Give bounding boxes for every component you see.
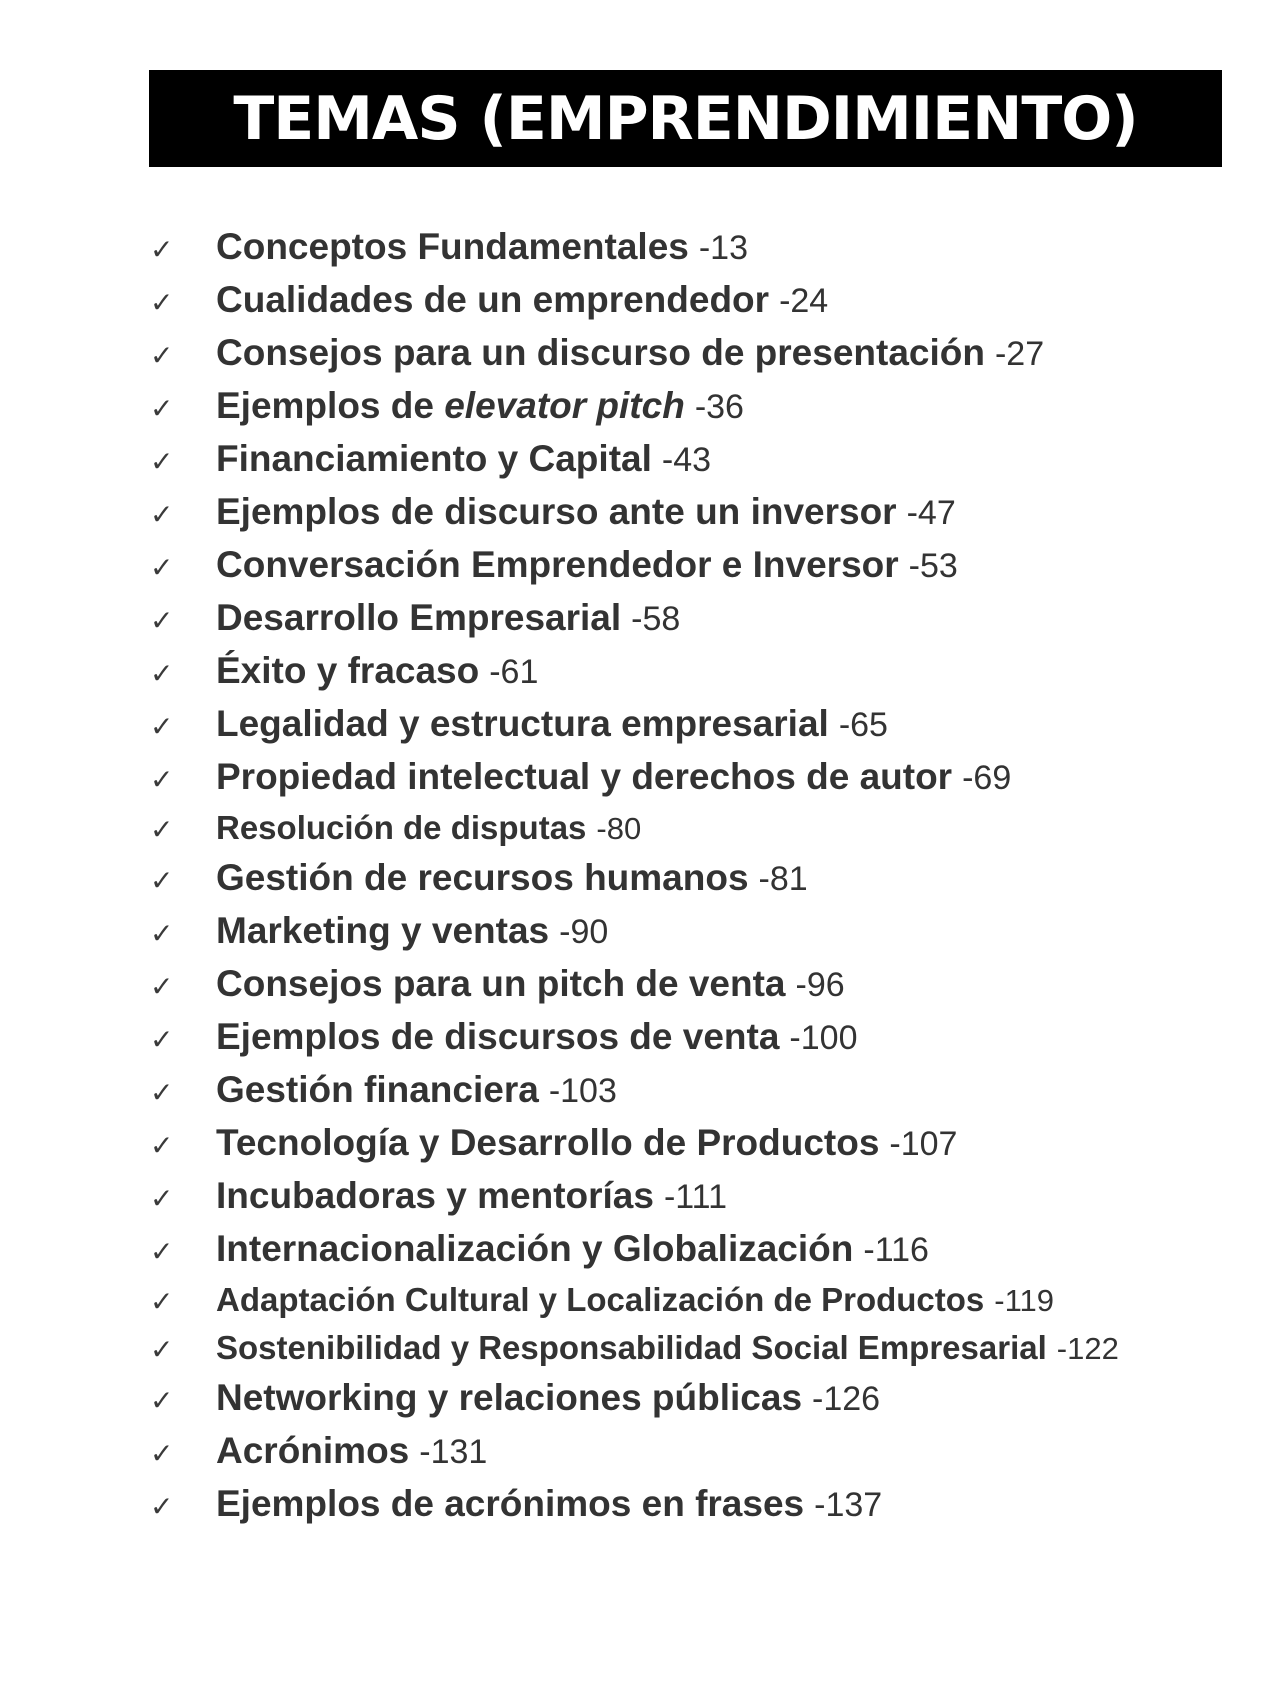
topic-page: -111 (663, 1178, 727, 1216)
topic-page: -47 (906, 494, 956, 532)
topic-item (150, 1069, 1119, 1122)
topic-name: Gestión financiera (216, 1069, 539, 1110)
topic-name: Desarrollo Empresarial (216, 597, 622, 638)
topic-name (216, 385, 685, 427)
check-icon: ✓ (150, 1490, 174, 1523)
topic-item (150, 1377, 1119, 1430)
check-icon: ✓ (150, 1076, 174, 1109)
topic-name: Cualidades de un emprendedor (216, 279, 770, 320)
page-title: TEMAS (EMPRENDIMIENTO) (233, 83, 1138, 154)
check-icon: ✓ (150, 233, 174, 266)
topic-item (150, 1281, 1119, 1329)
topic-list (150, 226, 1119, 1536)
topic-item (150, 1430, 1119, 1483)
check-icon: ✓ (150, 1023, 174, 1056)
topic-page: -65 (838, 706, 888, 744)
check-icon: ✓ (150, 813, 174, 846)
check-icon: ✓ (150, 970, 174, 1003)
check-icon: ✓ (150, 763, 174, 796)
topic-name: Conversación Emprendedor e Inversor (216, 544, 899, 585)
topic-page: -24 (779, 282, 829, 320)
check-icon: ✓ (150, 1129, 174, 1162)
topic-name: Adaptación Cultural y Localización de Productos (216, 1281, 985, 1318)
topic-item (150, 857, 1119, 910)
topic-name: Internacionalización y Globalización (216, 1228, 854, 1269)
check-icon: ✓ (150, 445, 174, 478)
check-icon: ✓ (150, 286, 174, 319)
check-icon: ✓ (150, 1384, 174, 1417)
topic-page: -107 (889, 1125, 958, 1163)
check-icon: ✓ (150, 1285, 174, 1318)
topic-page: -27 (994, 335, 1045, 373)
topic-name: Tecnología y Desarrollo de Productos (216, 1122, 880, 1163)
topic-name: Conceptos Fundamentales (216, 226, 689, 267)
topic-item (150, 1122, 1119, 1175)
topic-name-emphasis: elevator pitch (444, 385, 685, 426)
check-icon: ✓ (150, 710, 174, 743)
check-icon: ✓ (150, 1235, 174, 1268)
topic-item (150, 544, 1119, 597)
check-icon: ✓ (150, 604, 174, 637)
check-icon: ✓ (150, 1437, 174, 1470)
topic-item (150, 963, 1119, 1016)
topic-page: -53 (908, 547, 958, 585)
topic-item (150, 597, 1119, 650)
topic-page: -13 (698, 229, 748, 267)
topic-name: Gestión de recursos humanos (216, 857, 749, 898)
topic-name: Ejemplos de acrónimos en frases (216, 1483, 805, 1524)
topic-item (150, 1329, 1119, 1377)
topic-page: -96 (795, 966, 845, 1004)
title-banner (149, 70, 1222, 167)
topic-item (150, 650, 1119, 703)
topic-page: -69 (962, 759, 1012, 797)
topic-item (150, 226, 1119, 279)
topic-item (150, 279, 1119, 332)
topic-name-prefix: Ejemplos de (216, 385, 445, 426)
topic-item (150, 809, 1119, 857)
topic-item (150, 1175, 1119, 1228)
topic-page: -90 (559, 913, 609, 951)
topic-page: -103 (548, 1072, 617, 1110)
topic-page: -137 (814, 1486, 883, 1524)
check-icon: ✓ (150, 392, 174, 425)
topic-page: -80 (596, 811, 642, 846)
topic-page: -81 (758, 860, 808, 898)
topic-name: Ejemplos de discurso ante un inversor (216, 491, 897, 532)
topic-name: Consejos para un discurso de presentación (216, 332, 985, 373)
topic-name: Éxito y fracaso (216, 650, 480, 691)
topic-item (150, 1016, 1119, 1069)
topic-name: Ejemplos de discursos de venta (216, 1016, 780, 1057)
topic-page: -58 (631, 600, 681, 638)
check-icon: ✓ (150, 1182, 174, 1215)
check-icon: ✓ (150, 339, 174, 372)
topic-name: Propiedad intelectual y derechos de autor (216, 756, 953, 797)
check-icon: ✓ (150, 864, 174, 897)
topic-page: -36 (694, 388, 744, 426)
topic-item (150, 1228, 1119, 1281)
topic-page: -119 (994, 1283, 1055, 1318)
topic-page: -126 (812, 1380, 881, 1418)
topic-item (150, 910, 1119, 963)
topic-name: Resolución de disputas (216, 809, 587, 846)
topic-name: Sostenibilidad y Responsabilidad Social Empresarial (216, 1329, 1047, 1366)
topic-name: Financiamiento y Capital (216, 438, 652, 479)
topic-item (150, 438, 1119, 491)
topic-name: Consejos para un pitch de venta (216, 963, 786, 1004)
topic-item (150, 332, 1119, 385)
topic-page: -116 (863, 1231, 929, 1269)
topic-item (150, 385, 1119, 438)
topic-item (150, 491, 1119, 544)
topic-item (150, 756, 1119, 809)
topic-name: Marketing y ventas (216, 910, 550, 951)
topic-page: -100 (789, 1019, 858, 1057)
topic-item (150, 1483, 1119, 1536)
topic-item (150, 703, 1119, 756)
check-icon: ✓ (150, 657, 174, 690)
topic-page: -43 (661, 441, 712, 479)
topic-name: Acrónimos (216, 1430, 410, 1471)
check-icon: ✓ (150, 1333, 174, 1366)
check-icon: ✓ (150, 917, 174, 950)
topic-page: -122 (1056, 1331, 1119, 1366)
topic-name: Legalidad y estructura empresarial (216, 703, 829, 744)
topic-name: Incubadoras y mentorías (216, 1175, 654, 1216)
topic-page: -61 (489, 653, 539, 691)
topic-page: -131 (419, 1433, 488, 1471)
topic-name: Networking y relaciones públicas (216, 1377, 803, 1418)
check-icon: ✓ (150, 551, 174, 584)
check-icon: ✓ (150, 498, 174, 531)
